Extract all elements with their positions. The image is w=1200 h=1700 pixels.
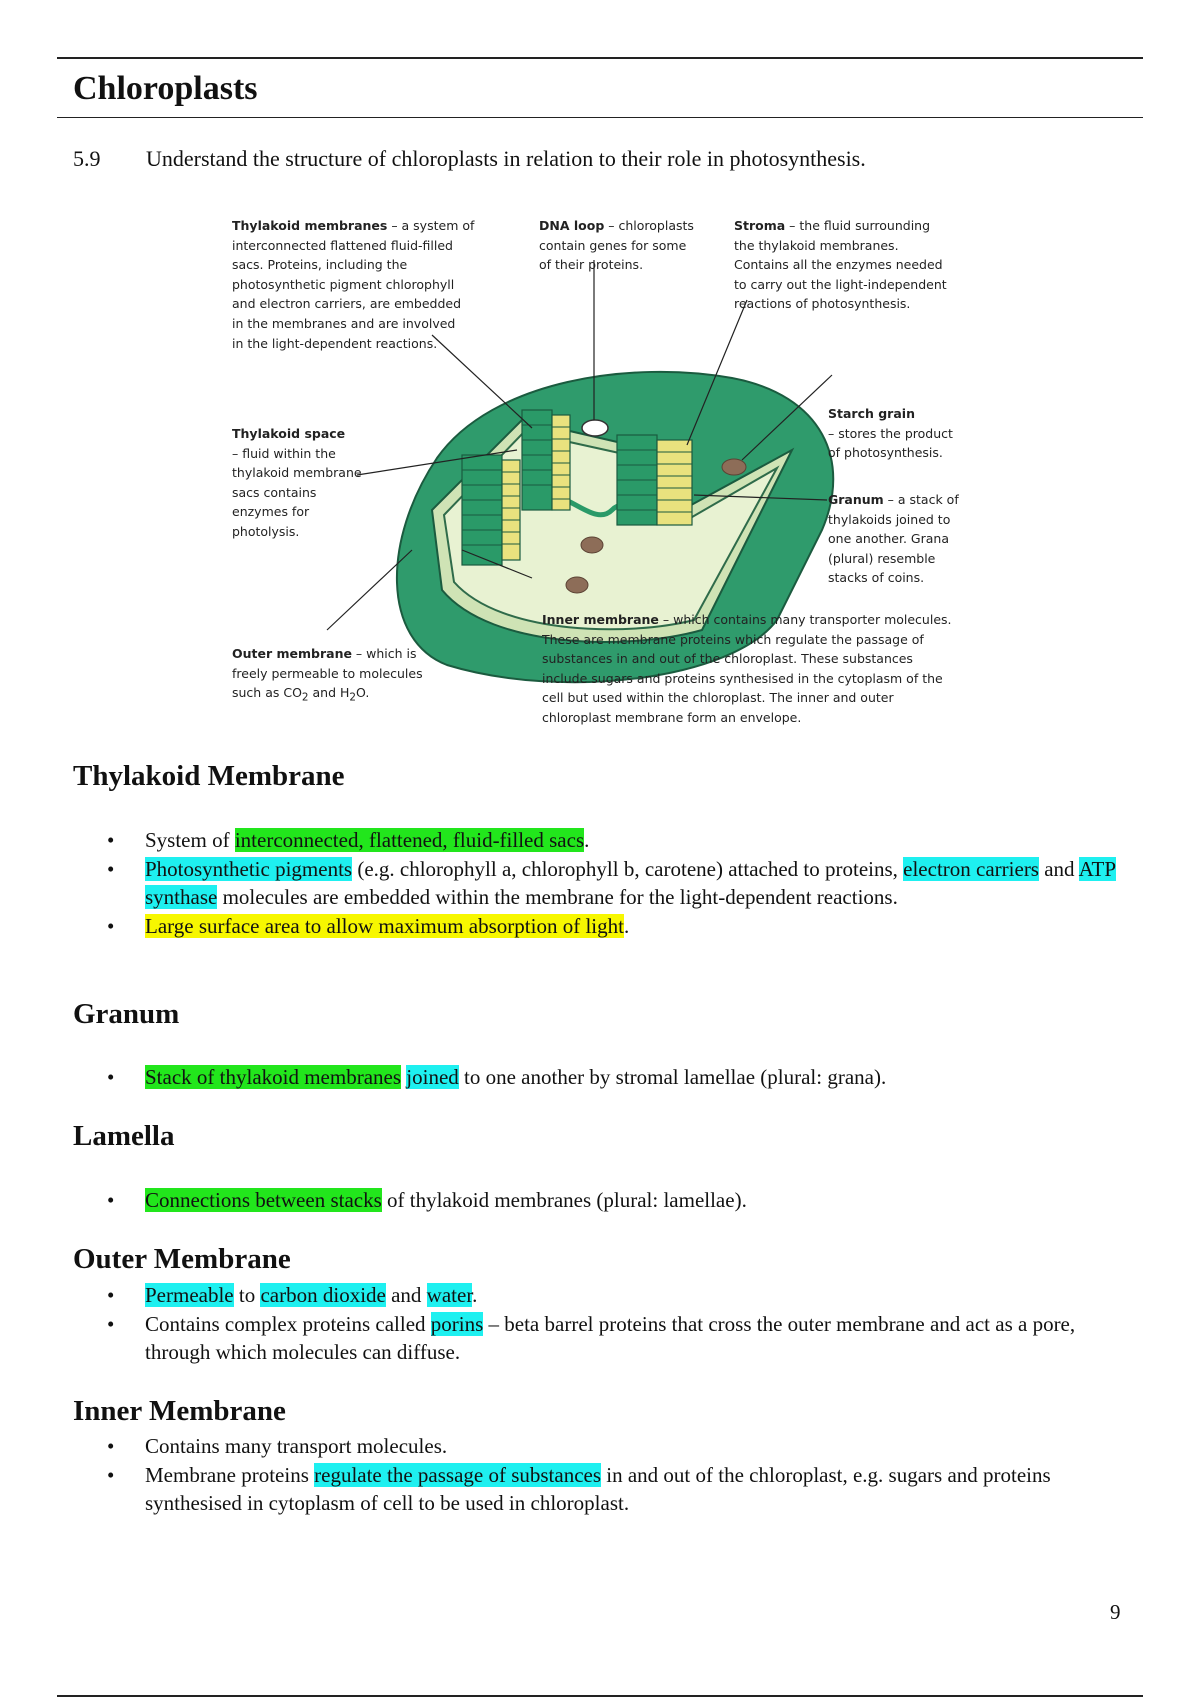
list-item: • Photosynthetic pigments (e.g. chlorophyll a, chlorophyll b, carotene) attached to proteins, electron carriers and ATP synthase molecules are embedded within the membrane for the light-dependent reactions. (73, 855, 1133, 912)
heading-thylakoid-membrane: Thylakoid Membrane (73, 760, 345, 792)
list-inner-membrane (73, 1432, 1133, 1518)
spec-text: Understand the structure of chloroplasts in relation to their role in photosynthesis. (146, 146, 866, 171)
label-inner-membrane: Inner membrane – which contains many transporter molecules. These are membrane proteins which regulate the passage of substances in and out of the chloroplast. These substances include sugars and proteins synthesised in the cytoplasm of the cell but used within the chloroplast. The inner and outer chloroplast membrane form an envelope. (542, 612, 952, 725)
heading-lamella: Lamella (73, 1120, 175, 1152)
list-item: • Contains complex proteins called porins – beta barrel proteins that cross the outer membrane and act as a pore, through which molecules can diffuse. (73, 1310, 1133, 1367)
bottom-rule (57, 1695, 1143, 1697)
heading-inner-membrane: Inner Membrane (73, 1395, 286, 1427)
list-item: • Connections between stacks of thylakoid membranes (plural: lamellae). (73, 1186, 1133, 1215)
chloroplast-diagram (232, 210, 972, 730)
spec-point (73, 146, 866, 172)
top-rule (57, 57, 1143, 59)
spec-number: 5.9 (73, 146, 101, 171)
starch-grain-shape (566, 577, 588, 593)
list-item: • Membrane proteins regulate the passage of substances in and out of the chloroplast, e.g. sugars and proteins synthesised in cytoplasm of cell to be used in chloroplast. (73, 1461, 1133, 1518)
starch-grain-shape (722, 459, 746, 475)
list-item: • Permeable to carbon dioxide and water. (73, 1281, 1133, 1310)
list-granum (73, 1063, 1133, 1092)
heading-outer-membrane: Outer Membrane (73, 1243, 291, 1275)
label-thylakoid-space: Thylakoid space – fluid within the thylakoid membrane sacs contains enzymes for photolysis. (232, 426, 362, 539)
label-stroma: Stroma – the fluid surrounding the thylakoid membranes. Contains all the enzymes needed to carry out the light-independent reactions of photosynthesis. (734, 218, 947, 312)
label-dna-loop: DNA loop – chloroplasts contain genes for some of their proteins. (539, 218, 694, 273)
heading-granum: Granum (73, 998, 180, 1030)
list-lamella (73, 1186, 1133, 1215)
list-item: • Contains many transport molecules. (73, 1432, 1133, 1461)
list-item: • System of interconnected, flattened, fluid-filled sacs. (73, 826, 1133, 855)
page-number: 9 (1110, 1600, 1121, 1624)
label-granum: Granum – a stack of thylakoids joined to one another. Grana (plural) resemble stacks of coins. (828, 492, 959, 586)
list-thylakoid-membrane (73, 826, 1133, 940)
list-item: • Large surface area to allow maximum absorption of light. (73, 912, 1133, 941)
list-outer-membrane (73, 1281, 1133, 1367)
dna-loop-shape (582, 420, 608, 436)
list-item: • Stack of thylakoid membranes joined to one another by stromal lamellae (plural: grana). (73, 1063, 1133, 1092)
label-outer-membrane: Outer membrane – which is freely permeable to molecules such as $CO_2$ and $H_2O$. (232, 646, 423, 704)
label-thylakoid-membranes: Thylakoid membranes – a system of interconnected flattened fluid-filled sacs. Proteins, including the photosynthetic pigment chlorophyll and electron carriers, are embedded in the membranes and are involved in the light-dependent reactions. (232, 218, 475, 351)
title-underline (57, 117, 1143, 118)
page-title: Chloroplasts (73, 70, 258, 107)
label-starch-grain: Starch grain – stores the product of photosynthesis. (828, 406, 953, 461)
starch-grain-shape (581, 537, 603, 553)
